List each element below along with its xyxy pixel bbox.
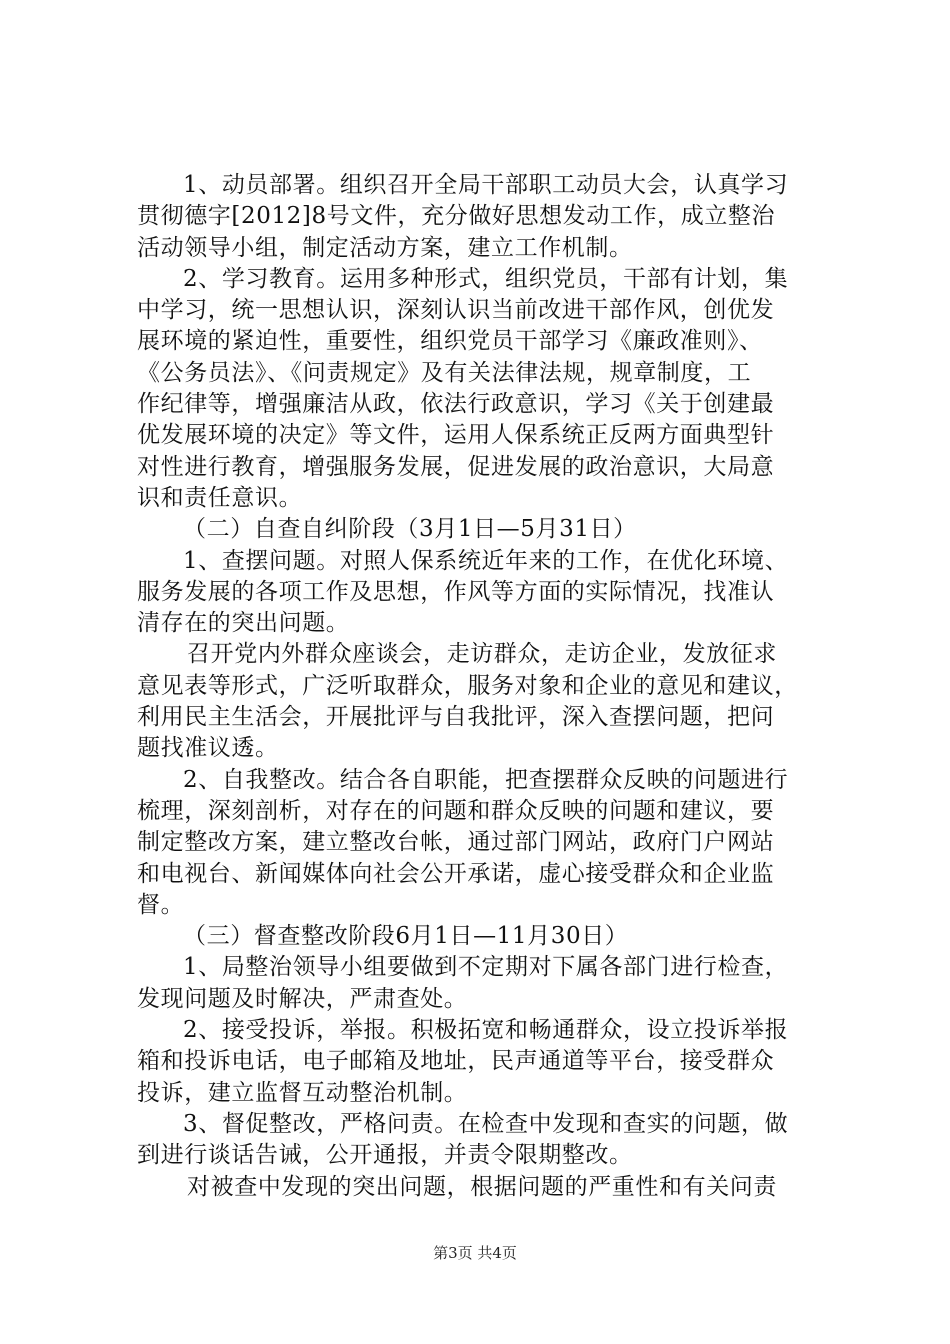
text-line: 作纪律等，增强廉洁从政，依法行政意识，学习《关于创建最 — [137, 391, 775, 418]
text-line: 督。 — [137, 891, 185, 918]
text-line: 清存在的突出问题。 — [137, 610, 350, 637]
page-number-footer: 第3页 共4页 — [433, 1244, 517, 1262]
text-line: 发现问题及时解决，严肃查处。 — [137, 985, 468, 1012]
text-line: 1、局整治领导小组要做到不定期对下属各部门进行检查， — [183, 954, 789, 981]
text-line: 梳理，深刻剖析，对存在的问题和群众反映的问题和建议，要 — [137, 797, 775, 824]
document-body — [137, 170, 837, 1203]
text-line: 召开党内外群众座谈会，走访群众，走访企业，发放征求 — [187, 641, 777, 668]
text-line: 制定整改方案，建立整改台帐，通过部门网站，政府门户网站 — [137, 829, 775, 856]
text-line: 箱和投诉电话，电子邮箱及地址，民声通道等平台，接受群众 — [137, 1048, 775, 1075]
text-line: 意见表等形式，广泛听取群众，服务对象和企业的意见和建议， — [137, 672, 798, 699]
text-line: 识和责任意识。 — [137, 484, 303, 511]
section-heading: （三）督查整改阶段6月1日—11月30日） — [183, 923, 629, 950]
text-line: 中学习，统一思想认识，深刻认识当前改进干部作风，创优发 — [137, 297, 775, 324]
text-line: 优发展环境的决定》等文件，运用人保系统正反两方面典型针 — [137, 422, 775, 449]
text-line: 2、自我整改。结合各自职能，把查摆群众反映的问题进行 — [183, 766, 789, 793]
text-line: 2、接受投诉，举报。积极拓宽和畅通群众，设立投诉举报 — [183, 1017, 789, 1044]
text-line: 服务发展的各项工作及思想，作风等方面的实际情况，找准认 — [137, 578, 775, 605]
text-line: 1、查摆问题。对照人保系统近年来的工作，在优化环境、 — [183, 547, 789, 574]
text-line: 1、动员部署。组织召开全局干部职工动员大会，认真学习 — [183, 172, 789, 198]
text-line: 到进行谈话告诫，公开通报，并责令限期整改。 — [137, 1142, 633, 1169]
text-line: 和电视台、新闻媒体向社会公开承诺，虚心接受群众和企业监 — [137, 860, 775, 887]
text-line: 贯彻德字[2012]8号文件，充分做好思想发动工作，成立整治 — [137, 203, 776, 230]
text-line: 利用民主生活会，开展批评与自我批评，深入查摆问题，把问 — [137, 704, 775, 731]
section-heading: （二）自查自纠阶段（3月1日—5月31日） — [183, 516, 637, 543]
text-line: 2、学习教育。运用多种形式，组织党员，干部有计划，集 — [183, 265, 789, 292]
text-line: 题找准议透。 — [137, 735, 279, 762]
text-line: 活动领导小组，制定活动方案，建立工作机制。 — [137, 234, 633, 261]
text-line: 对性进行教育，增强服务发展，促进发展的政治意识，大局意 — [137, 453, 775, 480]
text-line: 对被查中发现的突出问题，根据问题的严重性和有关问责 — [187, 1173, 777, 1200]
text-line: 3、督促整改，严格问责。在检查中发现和查实的问题，做 — [183, 1110, 789, 1137]
text-line: 投诉，建立监督互动整治机制。 — [137, 1079, 468, 1106]
text-line: 展环境的紧迫性，重要性，组织党员干部学习《廉政准则》、 — [137, 328, 763, 355]
text-line: 《公务员法》、《问责规定》及有关法律法规，规章制度，工 — [137, 359, 752, 386]
